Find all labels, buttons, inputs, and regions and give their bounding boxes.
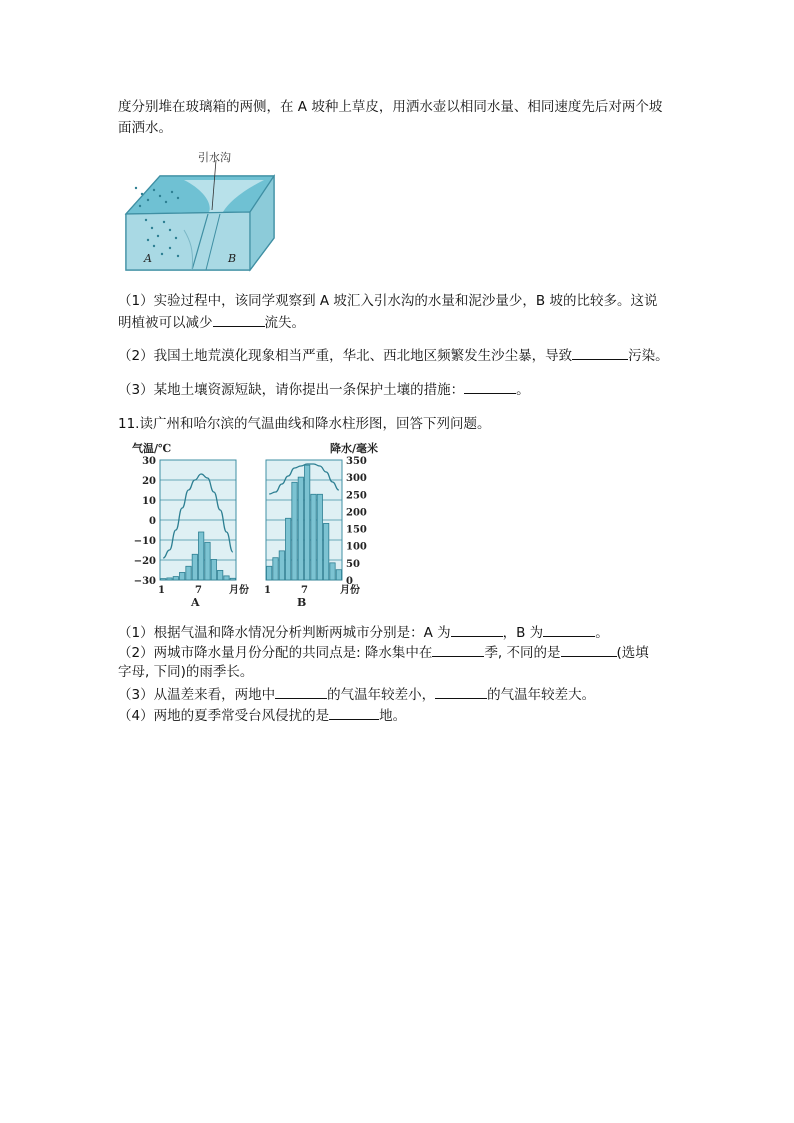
q10-s3-blank[interactable] xyxy=(464,379,516,394)
temp-tick-label: −20 xyxy=(133,556,156,567)
precip-bar xyxy=(205,542,210,580)
chart-b-xtick-1: 1 xyxy=(264,585,271,596)
precip-bar xyxy=(292,482,297,580)
precip-bar xyxy=(224,576,229,580)
q11-s1-prefix: （1）根据气温和降水情况分析判断两城市分别是：A 为 xyxy=(118,625,451,641)
q11-s3-mid: 的气温年较差小， xyxy=(327,687,436,703)
chart-a-label: A xyxy=(191,596,200,609)
chart-b-xtick-7: 7 xyxy=(301,585,308,596)
precip-bar xyxy=(305,465,310,580)
precip-bar xyxy=(311,494,316,580)
q11-s3-blank-small[interactable] xyxy=(275,684,327,699)
q11-s2-suffix: (选填 xyxy=(616,645,649,661)
q11-s4-line xyxy=(118,705,406,726)
precip-tick-label: 50 xyxy=(346,558,360,570)
chart-a-ylabel: 气温/℃ xyxy=(132,442,172,455)
q10-s1-prefix: 明植被可以减少 xyxy=(118,315,213,331)
q11-s3-suffix: 的气温年较差大。 xyxy=(487,687,596,703)
q11-s1-mid: ，B 为 xyxy=(502,625,544,641)
q11-s4-suffix: 地。 xyxy=(379,708,407,724)
q11-s3-prefix: （3）从温差来看，两地中 xyxy=(118,687,276,703)
precip-tick-label: 100 xyxy=(346,541,367,553)
precip-bar xyxy=(286,518,291,580)
q11-s4-blank[interactable] xyxy=(329,705,379,720)
intro-line-1: 度分别堆在玻璃箱的两侧，在 A 坡种上草皮，用洒水壶以相同水量、相同速度先后对两个坡 xyxy=(118,99,663,115)
precip-bar xyxy=(324,523,329,580)
slope-a-label: A xyxy=(144,252,152,265)
q11-s3-blank-large[interactable] xyxy=(435,684,487,699)
precip-bar xyxy=(279,551,284,580)
q11-s3-line xyxy=(118,684,595,705)
ditch-label: 引水沟 xyxy=(198,151,231,164)
q10-s3-line xyxy=(118,379,530,400)
q11-s1-blank-b[interactable] xyxy=(543,622,595,637)
q10-s1-blank[interactable] xyxy=(213,312,265,327)
slope-b-label: B xyxy=(228,252,237,265)
chart-b-xlabel: 月份 xyxy=(340,585,360,596)
temp-tick-label: −30 xyxy=(133,576,156,587)
precip-bar xyxy=(218,570,223,580)
q10-s2-line xyxy=(118,345,669,366)
q11-s1-line xyxy=(118,622,609,643)
q11-s1-blank-a[interactable] xyxy=(451,622,503,637)
precip-bar xyxy=(211,559,216,580)
erosion-experiment-figure xyxy=(124,150,284,274)
q11-s2-blank-season[interactable] xyxy=(432,642,484,657)
precip-bar xyxy=(230,578,235,580)
precip-tick-label: 150 xyxy=(346,524,367,536)
q11-s2-line2: 字母, 下同)的雨季长。 xyxy=(118,664,254,680)
precip-bar xyxy=(267,566,272,580)
q10-s2-prefix: （2）我国土地荒漠化现象相当严重，华北、西北地区频繁发生沙尘暴，导致 xyxy=(118,348,573,364)
q11-s1-suffix: 。 xyxy=(595,625,609,641)
chart-a-xtick-7: 7 xyxy=(195,585,202,596)
precip-bar xyxy=(173,577,178,580)
q11-s2-line1 xyxy=(118,642,649,663)
precip-tick-label: 350 xyxy=(346,456,367,467)
q10-s3-prefix: （3）某地土壤资源短缺，请你提出一条保护土壤的措施： xyxy=(118,382,465,398)
intro-line-2: 面洒水。 xyxy=(118,120,172,136)
temp-tick-label: 10 xyxy=(142,496,156,507)
precip-bar xyxy=(273,558,278,580)
temp-tick-label: 30 xyxy=(142,456,156,467)
precip-bar xyxy=(167,578,172,580)
precip-bar xyxy=(330,563,335,580)
precip-bar xyxy=(336,570,341,580)
q11-s4-prefix: （4）两地的夏季常受台风侵扰的是 xyxy=(118,708,330,724)
q10-s2-suffix: 污染。 xyxy=(628,348,669,364)
q10-s1-suffix: 流失。 xyxy=(264,315,305,331)
climate-charts xyxy=(118,440,400,612)
q11-s2-mid: 季, 不同的是 xyxy=(484,645,561,661)
q11-title: 11.读广州和哈尔滨的气温曲线和降水柱形图，回答下列问题。 xyxy=(118,416,491,432)
chart-a-xtick-1: 1 xyxy=(158,585,165,596)
q11-s2-blank-city[interactable] xyxy=(561,642,617,657)
q11-s2-prefix: （2）两城市降水量月份分配的共同点是: 降水集中在 xyxy=(118,645,433,661)
temp-tick-label: 20 xyxy=(142,476,156,487)
precip-bar xyxy=(180,572,185,580)
precip-tick-label: 0 xyxy=(346,576,353,587)
precip-bar xyxy=(298,477,303,580)
precip-bar xyxy=(161,579,166,580)
q10-s2-blank[interactable] xyxy=(572,345,628,360)
q10-s1-line2 xyxy=(118,312,305,333)
q10-s1-line1: （1）实验过程中，该同学观察到 A 坡汇入引水沟的水量和泥沙量少，B 坡的比较多。这说 xyxy=(118,293,658,309)
precip-bar xyxy=(317,494,322,580)
precip-tick-label: 250 xyxy=(346,490,367,502)
chart-b-label: B xyxy=(297,596,307,609)
precip-bar xyxy=(192,554,197,580)
precip-tick-label: 200 xyxy=(346,507,367,519)
temp-tick-label: 0 xyxy=(149,516,156,527)
temp-tick-label: −10 xyxy=(133,536,156,547)
precip-bar xyxy=(186,566,191,580)
precip-tick-label: 300 xyxy=(346,473,367,485)
chart-b-ylabel: 降水/毫米 xyxy=(330,442,379,455)
precip-bar xyxy=(199,532,204,580)
q10-s3-suffix: 。 xyxy=(516,382,530,398)
chart-a-xlabel: 月份 xyxy=(229,585,249,596)
